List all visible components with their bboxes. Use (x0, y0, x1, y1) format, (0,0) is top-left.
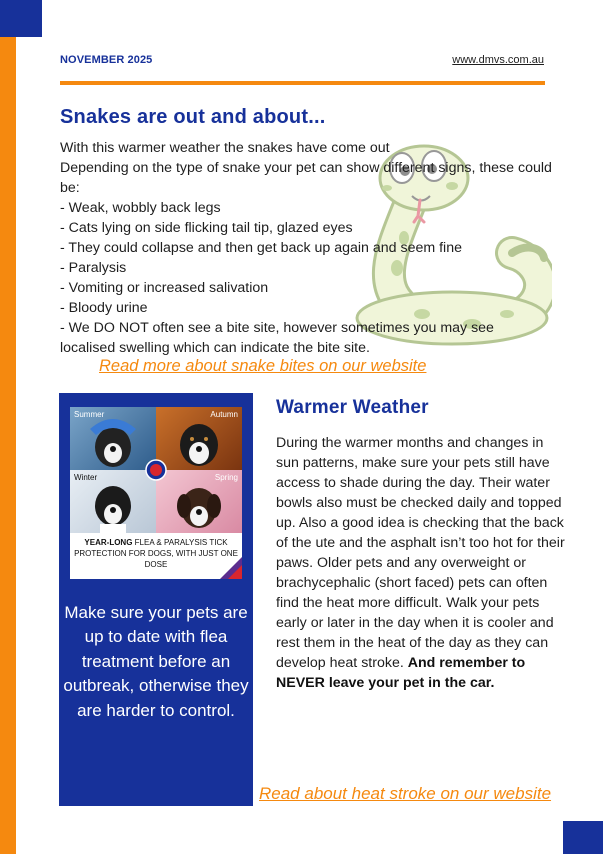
season-label: Spring (214, 473, 238, 482)
snakes-line: - Weak, wobbly back legs (60, 200, 221, 216)
heat-stroke-link[interactable]: Read about heat stroke on our website (259, 784, 552, 803)
snakes-line: - Cats lying on side flicking tail tip, glazed eyes (60, 220, 353, 236)
snakes-line: Depending on the type of snake your pet can show different signs, these could be: (60, 160, 552, 196)
snakes-line: - Vomiting or increased salivation (60, 280, 269, 296)
website-link[interactable]: www.dmvs.com.au (452, 54, 544, 66)
top-left-blue-block (0, 0, 42, 37)
warmer-weather-body (276, 433, 566, 693)
flea-treatment-message: Make sure your pets are up to date with flea treatment before an outbreak, otherwise they are harder to control. (63, 603, 249, 720)
dose-badge-icon (145, 459, 167, 481)
snakes-line: - Paralysis (60, 260, 127, 276)
issue-date: NOVEMBER 2025 (60, 54, 153, 66)
winter-photo (70, 470, 156, 533)
promo-caption-rest: FLEA & PARALYSIS TICK PROTECTION FOR DOGS, WITH JUST ONE DOSE (74, 538, 238, 569)
snakes-line: - Bloody urine (60, 300, 148, 316)
autumn-photo (156, 407, 242, 470)
warmer-weather-section (276, 397, 566, 693)
flea-tick-promo-image (70, 407, 242, 579)
snakes-heading: Snakes are out and about... (60, 106, 326, 128)
corner-stripe-icon (220, 557, 242, 579)
spring-photo (156, 470, 242, 533)
snakes-line: - We DO NOT often see a bite site, however sometimes you may see localised swelling which can indicate the bite site. (60, 320, 494, 356)
snakes-line: With this warmer weather the snakes have come out (60, 140, 390, 156)
snakes-body (60, 138, 552, 358)
left-orange-strip (0, 0, 16, 854)
season-label: Autumn (210, 410, 238, 419)
warmer-weather-heading: Warmer Weather (276, 397, 429, 418)
promo-caption-bold: YEAR-LONG (84, 538, 133, 547)
summer-photo (70, 407, 156, 470)
warmer-weather-emphasis: And remember to NEVER leave your pet in the car. (276, 655, 526, 691)
warmer-weather-text: During the warmer months and changes in sun patterns, make sure your pets still have access to shade during the day. Their water bowls also must be checked daily and topped up. Also a good idea is checking that the back of the ute and the asphalt isn’t too hot for their paws. Older pets and any overweight or brachycephalic (short faced) pets can often find the heat more difficult. Walk your pets early or later in the day when it is cooler and rest them in the heat of the day as they can develop heat stroke. (276, 435, 565, 671)
promo-caption (70, 537, 242, 570)
snakes-line: - They could collapse and then get back up again and seem fine (60, 240, 462, 256)
seasonal-dog-photos (70, 407, 242, 533)
header-divider (60, 81, 545, 85)
bottom-right-blue-block (563, 821, 603, 854)
snake-bites-link[interactable]: Read more about snake bites on our website (99, 357, 427, 375)
season-label: Winter (74, 473, 98, 482)
snakes-section (60, 106, 560, 358)
season-label: Summer (74, 410, 105, 419)
